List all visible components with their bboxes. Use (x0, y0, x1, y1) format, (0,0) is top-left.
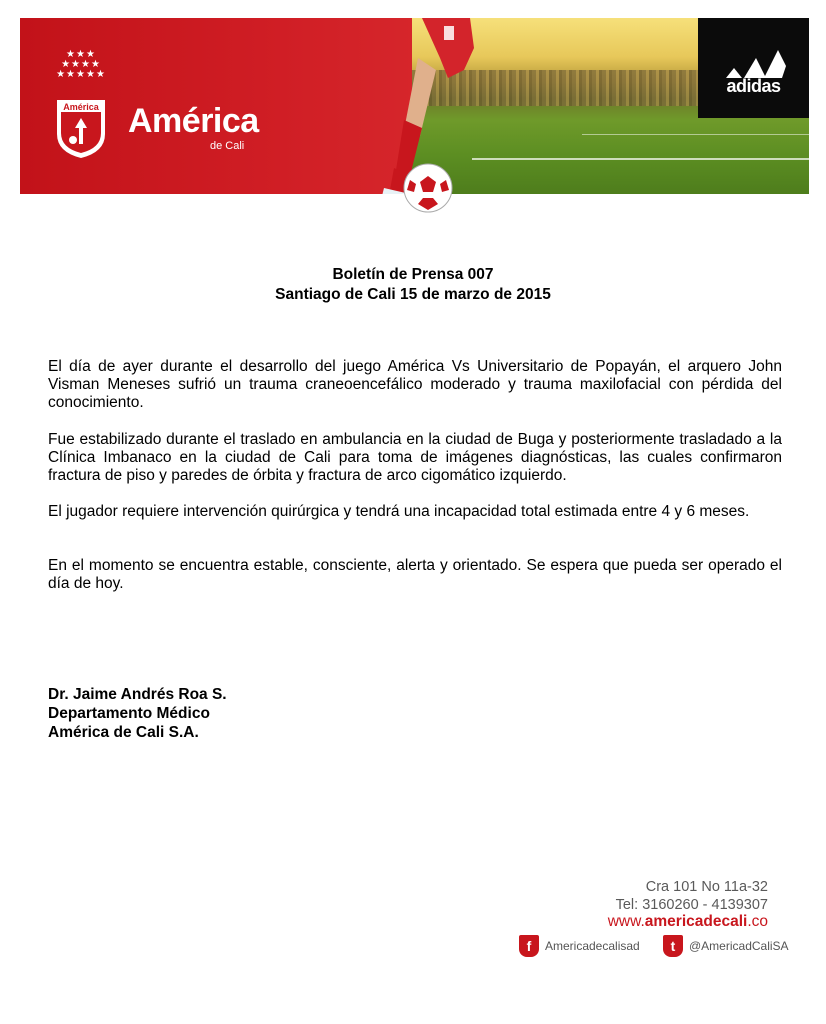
website-suffix: .co (747, 913, 768, 930)
shield-text: América (63, 102, 99, 112)
twitter-handle: @AmericadCaliSA (689, 939, 789, 953)
footer-website-link[interactable] (608, 913, 768, 931)
footer-address: Cra 101 No 11a-32 (645, 879, 768, 895)
paragraph: En el momento se encuentra estable, consciente, alerta y orientado. Se espera que pueda ser operado el día de hoy. (48, 557, 782, 592)
paragraph: El día de ayer durante el desarrollo del juego América Vs Universitario de Popayán, el arquero John Visman Meneses sufrió un trauma craneoencefálico moderado y trauma maxilofacial con pérdida del conocimiento. (48, 358, 782, 411)
stars-icon: ★★★ ★★★★ ★★★★★ (56, 49, 106, 80)
pitch-line (582, 134, 809, 135)
club-shield-logo (53, 96, 109, 160)
document-title: Boletín de Prensa 007 (332, 266, 494, 283)
brand-subtitle: de Cali (210, 140, 245, 152)
footer-phone: Tel: 3160260 - 4139307 (615, 897, 768, 913)
adidas-stripes-icon (720, 44, 788, 78)
brand-name: América (128, 102, 259, 140)
website-domain: americadecali (644, 913, 748, 930)
facebook-handle: Americadecalisad (545, 939, 640, 953)
signature-department: Departamento Médico (48, 705, 210, 722)
twitter-icon: t (663, 935, 683, 957)
soccer-ball-icon (402, 162, 454, 214)
facebook-icon: f (519, 935, 539, 957)
sponsor-logo (698, 18, 809, 118)
sponsor-name: adidas (726, 76, 781, 96)
document-date: Santiago de Cali 15 de marzo de 2015 (275, 286, 551, 303)
twitter-link[interactable] (663, 934, 789, 958)
facebook-link[interactable] (519, 934, 640, 958)
paragraph: Fue estabilizado durante el traslado en ambulancia en la ciudad de Buga y posteriormente trasladado a la Clínica Imbanaco en la ciudad de Cali para toma de imágenes diagnósticas, las cuales confirmaron fractura de piso y paredes de órbita y fractura de arco cigomático izquierdo. (48, 431, 782, 484)
website-prefix: www. (607, 913, 645, 930)
paragraph: El jugador requiere intervención quirúrgica y tendrá una incapacidad total estimada entre 4 y 6 meses. (48, 503, 750, 520)
pitch-line (472, 158, 809, 160)
signature-organization: América de Cali S.A. (48, 724, 199, 741)
signature-name: Dr. Jaime Andrés Roa S. (48, 686, 227, 703)
